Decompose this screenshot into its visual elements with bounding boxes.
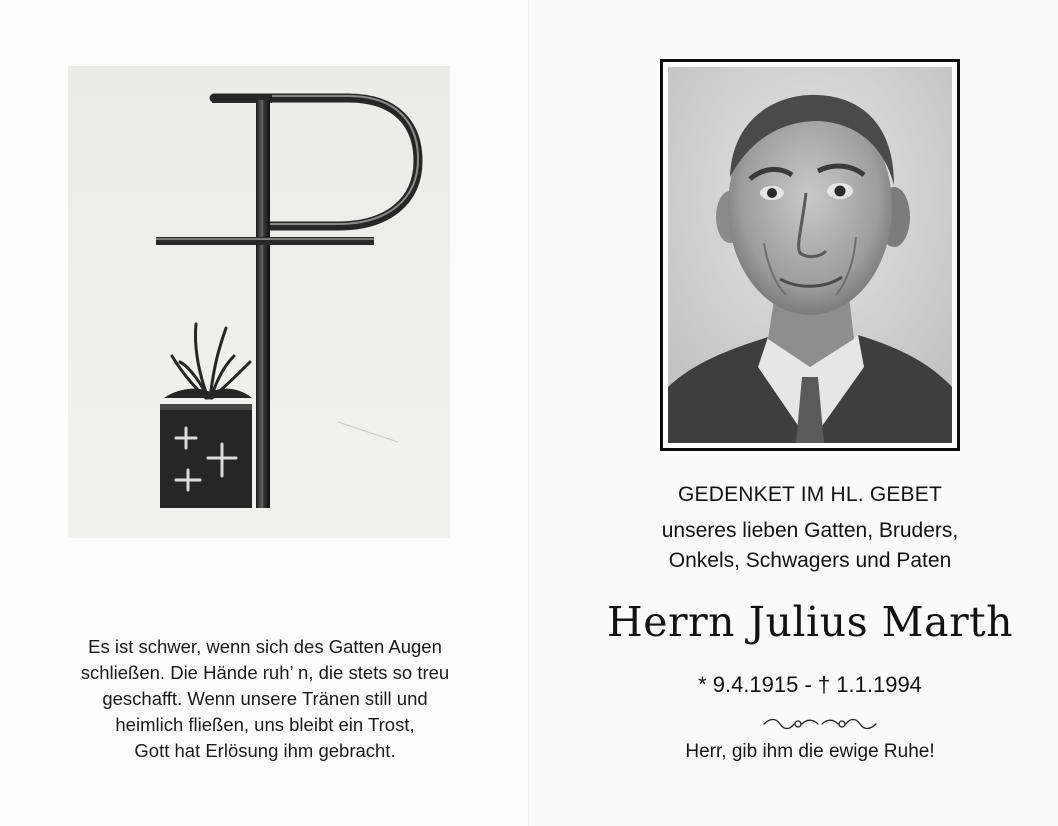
- deceased-name: Herrn Julius Marth: [606, 598, 1014, 646]
- poem-line: heimlich fließen, uns bleibt ein Trost,: [115, 714, 415, 735]
- life-dates: * 9.4.1915 - † 1.1.1994: [698, 672, 922, 697]
- memorial-subtext: [600, 516, 1020, 576]
- poem-line: Es ist schwer, wenn sich des Gatten Augen: [88, 636, 442, 657]
- portrait-photo-icon: [668, 67, 952, 443]
- flourish-divider-icon: [760, 714, 880, 734]
- memorial-heading: GEDENKET IM HL. GEBET: [677, 483, 943, 506]
- subtext-line: Onkels, Schwagers und Paten: [668, 549, 952, 572]
- right-page: [529, 0, 1058, 826]
- poem-line: schließen. Die Hände ruh’ n, die stets so treu: [80, 662, 450, 683]
- closing-prayer: Herr, gib ihm die ewige Ruhe!: [685, 741, 935, 762]
- portrait-frame: [660, 59, 960, 451]
- subtext-line: unseres lieben Gatten, Bruders,: [661, 519, 959, 542]
- memorial-poem: [20, 634, 510, 764]
- chi-rho-cross-with-plant-icon: [68, 66, 450, 538]
- poem-line: geschafft. Wenn unsere Tränen still und: [102, 688, 428, 709]
- poem-line: Gott hat Erlösung ihm gebracht.: [134, 740, 396, 761]
